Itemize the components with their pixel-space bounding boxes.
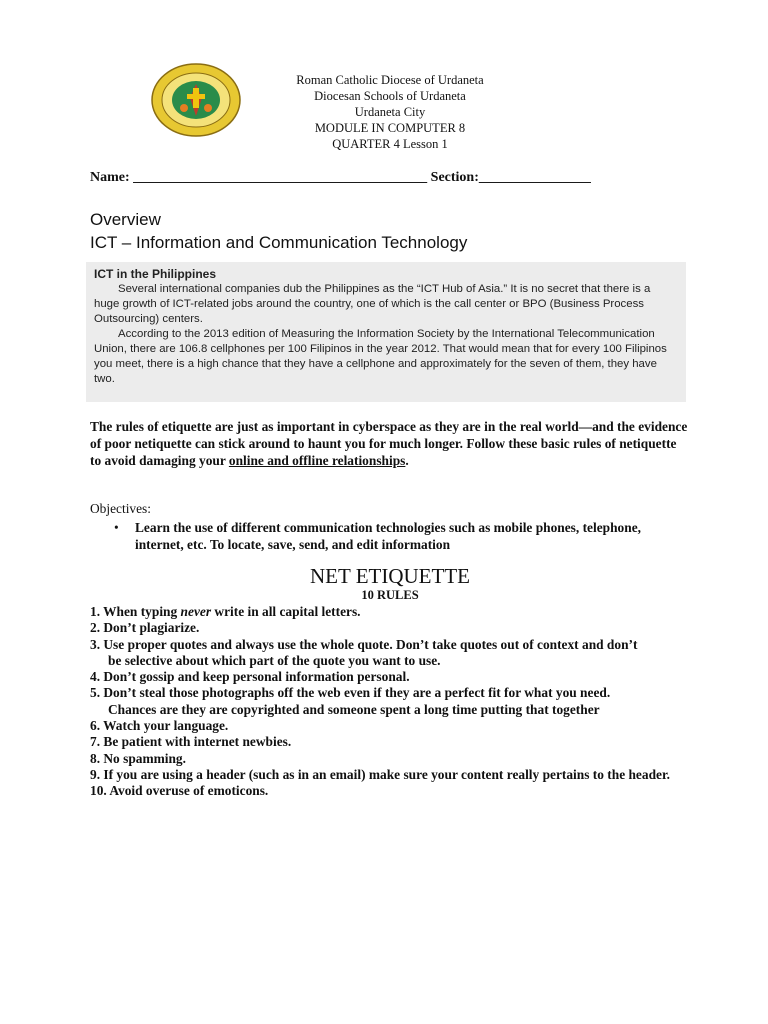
rule-3: 3. Use proper quotes and always use the whole quote. Don’t take quotes out of context and don’t xyxy=(90,636,638,652)
bullet-icon: • xyxy=(114,520,119,535)
scan-paragraph-2: According to the 2013 edition of Measuring the Information Society by the International Telecommunication Union, there are 106.8 cellphones per 100 Filipinos in the year 2012. That would mean that for every 100 Filipinos you meet, there is a high chance that they have a cellphone and approximately for the seven of them, they have two. xyxy=(94,328,667,385)
ten-rules-subtitle: 10 RULES xyxy=(361,588,419,602)
rule-8: 8. No spamming. xyxy=(90,750,186,766)
rule-4: 4. Don’t gossip and keep personal information personal. xyxy=(90,669,410,685)
quarter-lesson: QUARTER 4 Lesson 1 xyxy=(332,137,448,151)
rule-1-end: write in all capital letters. xyxy=(211,604,361,619)
objective-text: Learn the use of different communication technologies such as mobile phones, telephone, internet, etc. To locate, save, send, and edit information xyxy=(135,520,641,552)
scan-title: ICT in the Philippines xyxy=(94,267,217,281)
rule-5: 5. Don’t steal those photographs off the web even if they are a perfect fit for what you need. xyxy=(90,685,611,701)
rules-list xyxy=(90,604,690,800)
ict-heading: ICT – Information and Communication Technology xyxy=(90,233,468,252)
name-label: Name: xyxy=(90,170,130,185)
rule-7: 7. Be patient with internet newbies. xyxy=(90,734,292,750)
name-section-line xyxy=(90,170,690,186)
section-label: Section: xyxy=(430,170,479,185)
overview-heading: Overview xyxy=(90,210,161,229)
intro-text: The rules of etiquette are just as important in cyberspace as they are in the real world—and the evidence of poor netiquette can stick around to haunt you for much longer. Follow these basic rules of netiquette to avoid damaging your xyxy=(90,419,688,468)
module-title: MODULE IN COMPUTER 8 xyxy=(314,121,466,135)
intro-paragraph xyxy=(90,418,690,469)
rule-2: 2. Don’t plagiarize. xyxy=(90,620,200,636)
section-blank[interactable]: ________________ xyxy=(478,170,591,185)
rule-10: 10. Avoid overuse of emoticons. xyxy=(90,783,269,799)
rule-9: 9. If you are using a header (such as in an email) make sure your content really pertains to the header. xyxy=(90,766,671,782)
rule-1-start: 1. When typing xyxy=(90,604,181,619)
scan-paragraph-1: Several international companies dub the Philippines as the “ICT Hub of Asia.” It is no secret that there is a huge growth of ICT-related jobs around the country, one of which is the call center or BPO (Business Process Outsourcing) centers. xyxy=(94,283,651,325)
rule-5-continued: Chances are they are copyrighted and someone spent a long time putting that together xyxy=(108,701,600,717)
rule-1 xyxy=(90,604,690,620)
objectives-label: Objectives: xyxy=(90,501,151,516)
document-header xyxy=(200,72,580,152)
intro-end: . xyxy=(405,453,409,468)
rule-6: 6. Watch your language. xyxy=(90,718,229,734)
overview-heading-block xyxy=(90,208,710,254)
rule-1-emphasis: never xyxy=(180,604,212,619)
relationships-link[interactable]: online and offline relationships xyxy=(228,453,406,468)
objectives-block xyxy=(90,500,690,553)
diocese-name: Roman Catholic Diocese of Urdaneta xyxy=(296,73,484,87)
name-blank[interactable]: __________________________________________ xyxy=(133,170,428,185)
net-etiquette-title: NET ETIQUETTE xyxy=(310,564,470,588)
rule-3-continued: be selective about which part of the quote you want to use. xyxy=(108,652,441,668)
objective-item xyxy=(90,519,690,553)
school-name: Diocesan Schools of Urdaneta xyxy=(314,89,466,103)
city-name: Urdaneta City xyxy=(354,105,426,119)
ict-philippines-scan xyxy=(86,262,686,402)
